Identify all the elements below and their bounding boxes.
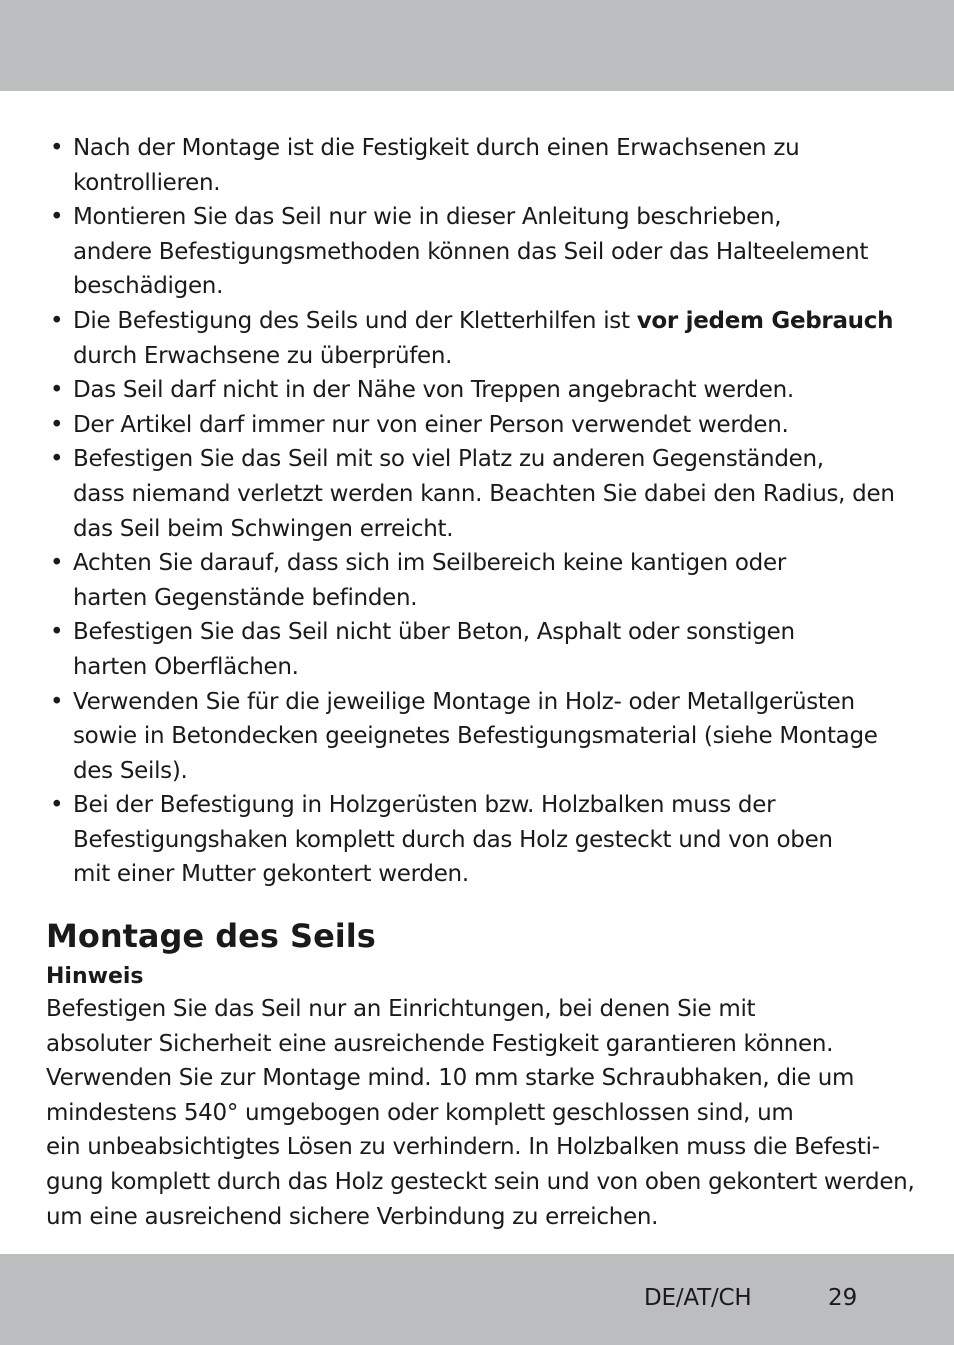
list-item: • Achten Sie darauf, dass sich im Seilbereich keine kantigen oder harten Gegenstände befinden. xyxy=(46,546,916,615)
emphasis-text: vor jedem Gebrauch xyxy=(636,307,894,334)
note-paragraph: Befestigen Sie das Seil nur an Einrichtungen, bei denen Sie mit absoluter Sicherheit eine ausreichende Festigkeit garantieren können. Verwenden Sie zur Montage mind. 10 mm starke Schraubhaken, die um mindestens 540° umgebogen oder komplett geschlossen sind, um ein unbeabsichtigtes Lösen zu verhindern. In Holzbalken muss die Befesti- gung komplett durch das Holz gesteckt sein und von oben gekontert werden, um eine ausreichend sichere Verbindung zu erreichen. xyxy=(46,996,915,1230)
list-item: • Befestigen Sie das Seil nicht über Beton, Asphalt oder sonstigen harten Oberflächen. xyxy=(46,615,916,684)
list-item: • Die Befestigung des Seils und der Kletterhilfen ist vor jedem Gebrauch durch Erwachsene zu überprüfen. xyxy=(46,304,916,373)
safety-bullet-list xyxy=(46,131,916,892)
page-number: 29 xyxy=(828,1285,858,1311)
list-item: • Befestigen Sie das Seil mit so viel Platz zu anderen Gegenständen, dass niemand verletzt werden kann. Beachten Sie dabei den Radius, den das Seil beim Schwingen erreicht. xyxy=(46,442,916,546)
list-item: • Das Seil darf nicht in der Nähe von Treppen angebracht werden. xyxy=(46,373,916,408)
footer-region: DE/AT/CH xyxy=(644,1285,752,1311)
list-item: • Der Artikel darf immer nur von einer Person verwendet werden. xyxy=(46,408,916,443)
header-band xyxy=(0,0,954,91)
list-item: • Montieren Sie das Seil nur wie in dieser Anleitung beschrieben, andere Befestigungsmethoden können das Seil oder das Halteelement beschädigen. xyxy=(46,200,916,304)
list-item: • Bei der Befestigung in Holzgerüsten bzw. Holzbalken muss der Befestigungshaken komplett durch das Holz gesteckt und von oben mit einer Mutter gekontert werden. xyxy=(46,788,916,892)
section-subtitle: Hinweis xyxy=(46,964,144,990)
list-item: • Nach der Montage ist die Festigkeit durch einen Erwachsenen zu kontrollieren. xyxy=(46,131,916,200)
page-content xyxy=(46,131,916,1234)
list-item: • Verwenden Sie für die jeweilige Montage in Holz- oder Metallgerüsten sowie in Betondecken geeignetes Befestigungsmaterial (siehe Montage des Seils). xyxy=(46,685,916,789)
section-title: Montage des Seils xyxy=(46,917,376,956)
footer-band xyxy=(0,1254,954,1345)
